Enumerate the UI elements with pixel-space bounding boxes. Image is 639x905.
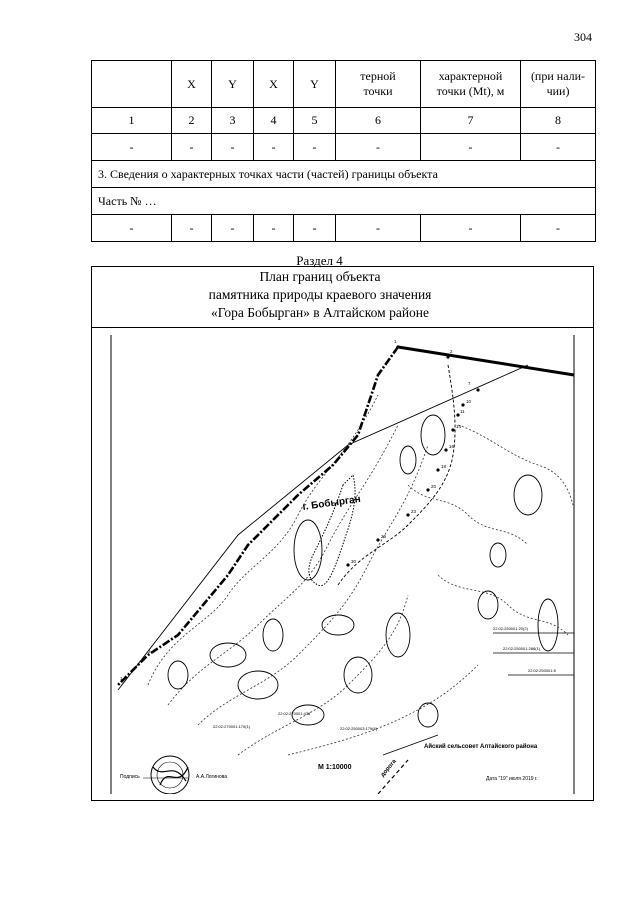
table-row xyxy=(92,134,596,161)
table-header-row xyxy=(92,61,596,108)
point-label: 30 xyxy=(351,559,357,564)
plan-title-line1: План границ объекта xyxy=(259,269,381,284)
parcel-label: 22:02:250001:288(1) xyxy=(503,646,541,651)
section-row xyxy=(92,161,596,188)
official-stamp xyxy=(151,756,189,794)
table-cell: - xyxy=(294,215,336,242)
table-header-cell: терной точки xyxy=(336,61,421,108)
point-label: 10 xyxy=(466,399,472,404)
parcel-lines xyxy=(383,633,574,755)
parcel-label: 22:02:270001:170(1) xyxy=(213,724,251,729)
column-number-row xyxy=(92,108,596,134)
table-cell: - xyxy=(521,134,596,161)
map-svg xyxy=(108,335,577,794)
point-label: 23 xyxy=(411,509,417,514)
table-cell: - xyxy=(172,134,212,161)
column-number: 1 xyxy=(92,108,172,134)
ridge-outcrop xyxy=(309,475,355,586)
boundary-points xyxy=(346,345,479,566)
column-number: 4 xyxy=(254,108,294,134)
point-label: 3 xyxy=(148,649,151,654)
contour-lines xyxy=(148,395,573,755)
section-line xyxy=(118,365,528,690)
boundary-west xyxy=(118,347,398,685)
point-label: 26 xyxy=(381,534,387,539)
coordinates-table xyxy=(91,60,596,242)
parcel-label: 22:02:250001:5 xyxy=(528,668,556,673)
vegetation-patches xyxy=(168,415,558,727)
point-label: 20 xyxy=(431,484,437,489)
date-label: Дата "19" июля 2019 г. xyxy=(486,776,538,782)
point-label: 11 xyxy=(460,409,465,414)
point-label: 7 xyxy=(468,381,471,386)
section-3-heading: 3. Сведения о характерных точках части (частей) границы объекта xyxy=(92,161,596,188)
table-cell: - xyxy=(92,134,172,161)
plan-title-line3: «Гора Бобырган» в Алтайском районе xyxy=(210,305,430,320)
column-number: 2 xyxy=(172,108,212,134)
column-number: 7 xyxy=(421,108,521,134)
table-header-cell: X xyxy=(254,61,294,108)
table-cell: - xyxy=(212,134,254,161)
parcel-label: 22:02:270001:478 xyxy=(278,711,311,716)
table-header-cell xyxy=(92,61,172,108)
council-label: Айский сельсовет Алтайского района xyxy=(424,744,538,750)
part-row xyxy=(92,188,596,215)
boundary-north xyxy=(398,347,574,375)
part-label: Часть № … xyxy=(92,188,596,215)
table-header-cell: Y xyxy=(294,61,336,108)
signature-label: Подпись xyxy=(120,774,140,780)
column-number: 5 xyxy=(294,108,336,134)
plan-title xyxy=(0,268,639,322)
scale-label: М 1:10000 xyxy=(318,764,352,771)
table-cell: - xyxy=(212,215,254,242)
table-cell: - xyxy=(254,134,294,161)
road-label: дорога xyxy=(379,758,398,779)
table-cell: - xyxy=(336,215,421,242)
point-number-labels xyxy=(120,339,472,681)
table-cell: - xyxy=(172,215,212,242)
table-header-cell: X xyxy=(172,61,212,108)
table-header-cell: Y xyxy=(212,61,254,108)
table-header-cell: (при нали- чии) xyxy=(521,61,596,108)
parcel-label: 22:02:250001:20(2) xyxy=(493,626,528,631)
point-label: 2 xyxy=(450,349,453,354)
table-cell: - xyxy=(294,134,336,161)
table-cell: - xyxy=(254,215,294,242)
boundary-map xyxy=(108,335,577,794)
table-cell: - xyxy=(336,134,421,161)
table-header-cell: характерной точки (Mt), м xyxy=(421,61,521,108)
point-label: 18 xyxy=(441,464,447,469)
point-label: 14 xyxy=(456,424,462,429)
column-number: 8 xyxy=(521,108,596,134)
inner-boundary xyxy=(338,365,455,585)
signer-name: А.А.Логинова xyxy=(196,774,228,780)
section-title: Раздел 4 xyxy=(296,253,343,268)
parcel-label: 22:02:250003:179(6) xyxy=(340,726,378,731)
plan-title-line2: памятника природы краевого значения xyxy=(208,287,432,302)
point-label: 16 xyxy=(449,444,455,449)
table-cell: - xyxy=(92,215,172,242)
mountain-label: г. Бобырган xyxy=(301,493,362,513)
table-cell: - xyxy=(421,134,521,161)
point-label: 1 xyxy=(394,339,397,344)
page-number: 304 xyxy=(574,30,592,44)
column-number: 6 xyxy=(336,108,421,134)
column-number: 3 xyxy=(212,108,254,134)
table-cell: - xyxy=(521,215,596,242)
table-row xyxy=(92,215,596,242)
table-cell: - xyxy=(421,215,521,242)
point-label: 1 xyxy=(120,676,123,681)
